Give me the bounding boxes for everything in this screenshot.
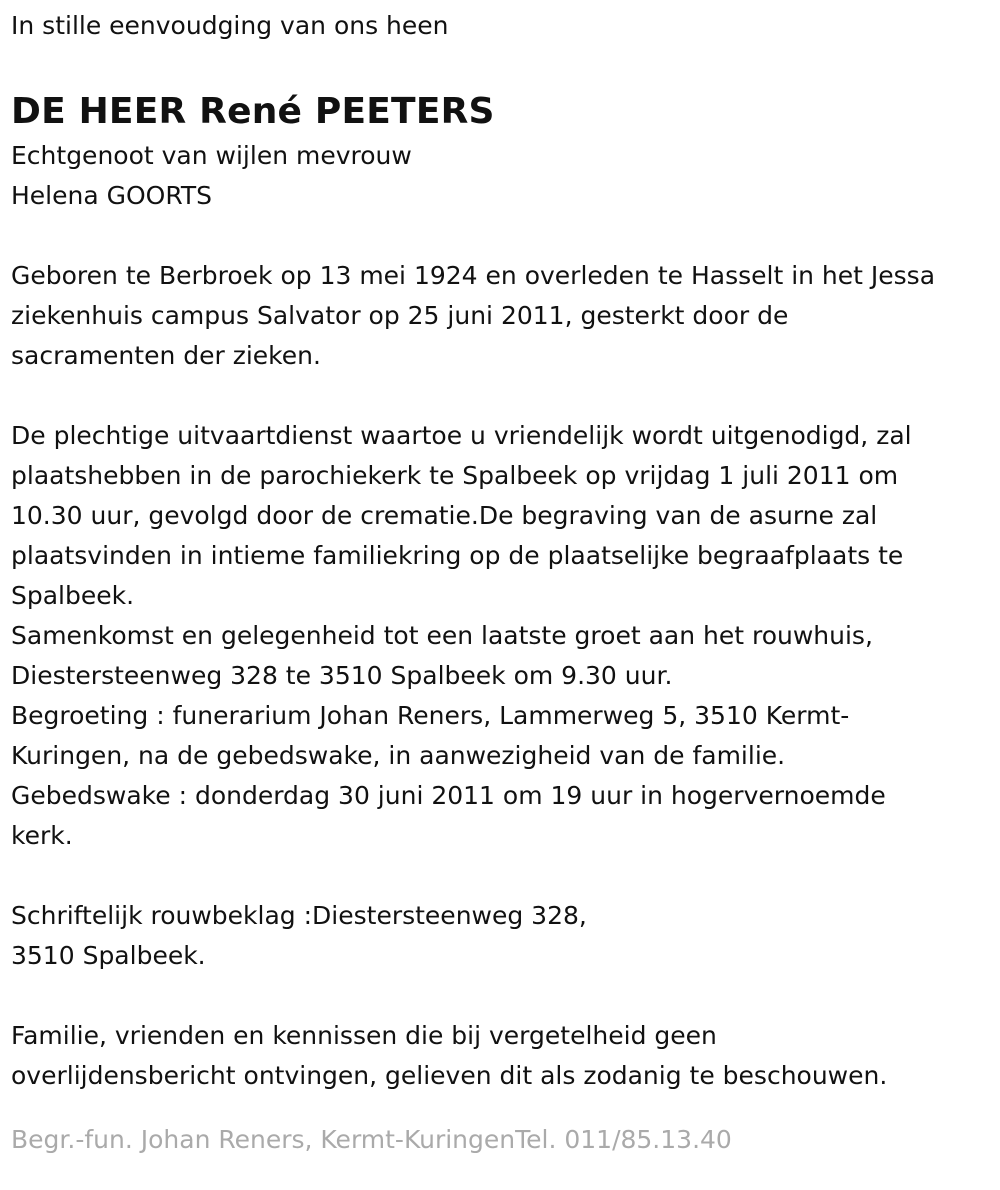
birth-death-line: sacramenten der zieken. <box>11 341 321 370</box>
visitation-line: Kuringen, na de gebedswake, in aanwezigheid van de familie. <box>11 741 786 770</box>
spouse-name: Helena GOORTS <box>11 181 213 210</box>
ceremony-line: 10.30 uur, gevolgd door de crematie.De begraving van de asurne zal <box>11 501 878 530</box>
ceremony-block <box>11 416 975 856</box>
ceremony-line: Spalbeek. <box>11 581 135 610</box>
gathering-line: Samenkomst en gelegenheid tot een laatste groet aan het rouwhuis, <box>11 621 873 650</box>
gathering-line: Diestersteenweg 328 te 3510 Spalbeek om 9.30 uur. <box>11 661 673 690</box>
ceremony-line: plaatsvinden in intieme familiekring op de plaatselijke begraafplaats te <box>11 541 904 570</box>
visitation-line: Begroeting : funerarium Johan Reners, Lammerweg 5, 3510 Kermt- <box>11 701 850 730</box>
intro-text: In stille eenvoudging van ons heen <box>11 11 449 40</box>
deceased-name: DE HEER René PEETERS <box>11 91 495 132</box>
vigil-line: Gebedswake : donderdag 30 juni 2011 om 19 uur in hogervernoemde <box>11 781 886 810</box>
vigil-line: kerk. <box>11 821 73 850</box>
funeral-home-credit: Begr.-fun. Johan Reners, Kermt-KuringenTel. 011/85.13.40 <box>11 1125 732 1154</box>
condolences-line: 3510 Spalbeek. <box>11 941 206 970</box>
birth-death-block <box>11 256 975 376</box>
ceremony-line: plaatshebben in de parochiekerk te Spalbeek op vrijdag 1 juli 2011 om <box>11 461 899 490</box>
spouse-line: Echtgenoot van wijlen mevrouw <box>11 141 412 170</box>
condolences-line: Schriftelijk rouwbeklag :Diestersteenweg 328, <box>11 901 587 930</box>
spouse-block <box>11 136 975 216</box>
condolences-block <box>11 896 975 976</box>
birth-death-line: Geboren te Berbroek op 13 mei 1924 en overleden te Hasselt in het Jessa <box>11 261 936 290</box>
birth-death-line: ziekenhuis campus Salvator op 25 juni 2011, gesterkt door de <box>11 301 789 330</box>
ceremony-line: De plechtige uitvaartdienst waartoe u vriendelijk wordt uitgenodigd, zal <box>11 421 912 450</box>
closing-line: overlijdensbericht ontvingen, gelieven dit als zodanig te beschouwen. <box>11 1061 888 1090</box>
closing-line: Familie, vrienden en kennissen die bij vergetelheid geen <box>11 1021 717 1050</box>
closing-block <box>11 1016 975 1096</box>
